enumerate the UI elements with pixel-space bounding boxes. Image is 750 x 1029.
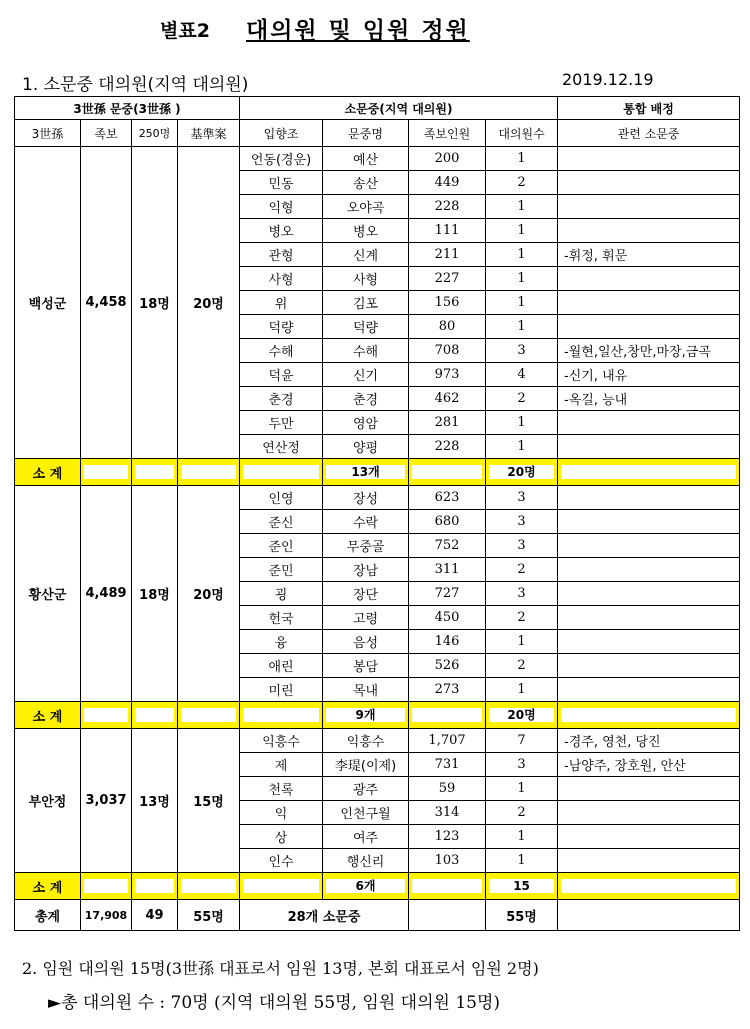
subtotal-blank: [240, 702, 323, 729]
cell-related: [558, 267, 740, 291]
cell-iphyangjo: 굉: [240, 582, 323, 606]
total-row: [15, 900, 740, 931]
cell-jokbo-people: 59: [409, 777, 486, 801]
cell-iphyangjo: 사형: [240, 267, 323, 291]
cell-related: [558, 171, 740, 195]
document-date: 2019.12.19: [562, 70, 654, 89]
cell-jokbo-people: 227: [409, 267, 486, 291]
cell-iphyangjo: 준신: [240, 510, 323, 534]
cell-delegates: 1: [486, 825, 558, 849]
subtotal-blank: [81, 873, 132, 900]
cell-munjung: 사형: [323, 267, 409, 291]
cell-jokbo-people: 449: [409, 171, 486, 195]
cell-iphyangjo: 덕량: [240, 315, 323, 339]
cell-delegates: 1: [486, 147, 558, 171]
cell-jokbo-people: 111: [409, 219, 486, 243]
cell-munjung: 장성: [323, 486, 409, 510]
cell-delegates: 1: [486, 630, 558, 654]
cell-iphyangjo: 헌국: [240, 606, 323, 630]
subtotal-blank: [132, 459, 178, 486]
subtotal-row: [15, 702, 740, 729]
cell-munjung: 영암: [323, 411, 409, 435]
cell-iphyangjo: 미린: [240, 678, 323, 702]
cell-iphyangjo: 인수: [240, 849, 323, 873]
group-name: 황산군: [15, 486, 81, 702]
cell-munjung: 수해: [323, 339, 409, 363]
cell-munjung: 춘경: [323, 387, 409, 411]
allocation-table: [14, 96, 740, 931]
cell-jokbo-people: 526: [409, 654, 486, 678]
subtotal-label: 소 계: [15, 459, 81, 486]
group-jokbo: 4,458: [81, 147, 132, 459]
cell-jokbo-people: 123: [409, 825, 486, 849]
cell-munjung: 李瑅(이제): [323, 753, 409, 777]
cell-related: [558, 849, 740, 873]
cell-jokbo-people: 228: [409, 195, 486, 219]
cell-related: [558, 534, 740, 558]
col-header: 관련 소문중: [558, 120, 740, 147]
group-jokbo: 3,037: [81, 729, 132, 873]
subtotal-blank: [558, 459, 740, 486]
subtotal-blank: [409, 702, 486, 729]
subtotal-munjung-count: [323, 459, 409, 486]
subtotal-blank: [81, 459, 132, 486]
group-250: 18명: [132, 147, 178, 459]
cell-iphyangjo: 천록: [240, 777, 323, 801]
total-munjung: 28개 소문중: [240, 900, 409, 931]
cell-jokbo-people: 973: [409, 363, 486, 387]
col-header: 3世孫: [15, 120, 81, 147]
cell-jokbo-people: 228: [409, 435, 486, 459]
cell-munjung: 여주: [323, 825, 409, 849]
cell-delegates: 2: [486, 606, 558, 630]
cell-delegates: 1: [486, 267, 558, 291]
cell-jokbo-people: 200: [409, 147, 486, 171]
cell-related: [558, 486, 740, 510]
cell-iphyangjo: 병오: [240, 219, 323, 243]
subtotal-delegates-value: 20명: [489, 465, 554, 479]
group-base: 20명: [178, 486, 240, 702]
subtotal-row: [15, 459, 740, 486]
header-group-integrated: 통합 배정: [558, 97, 740, 120]
subtotal-blank: [178, 702, 240, 729]
cell-jokbo-people: 211: [409, 243, 486, 267]
cell-delegates: 3: [486, 753, 558, 777]
subtotal-label: 소 계: [15, 873, 81, 900]
cell-jokbo-people: 156: [409, 291, 486, 315]
total-delegates: 55명: [486, 900, 558, 931]
cell-delegates: 2: [486, 801, 558, 825]
col-header: 족보: [81, 120, 132, 147]
col-header: 문중명: [323, 120, 409, 147]
cell-iphyangjo: 익: [240, 801, 323, 825]
col-header: 250명: [132, 120, 178, 147]
cell-delegates: 2: [486, 654, 558, 678]
subtotal-blank: [409, 459, 486, 486]
cell-munjung: 예산: [323, 147, 409, 171]
document-title: [0, 10, 750, 44]
cell-munjung: 익흥수: [323, 729, 409, 753]
group-name: 백성군: [15, 147, 81, 459]
cell-jokbo-people: 80: [409, 315, 486, 339]
group-jokbo: 4,489: [81, 486, 132, 702]
table-row: [15, 486, 740, 510]
col-header: 基準案: [178, 120, 240, 147]
group-name: 부안정: [15, 729, 81, 873]
cell-munjung: 송산: [323, 171, 409, 195]
group-base: 15명: [178, 729, 240, 873]
subtotal-blank: [81, 702, 132, 729]
subtotal-blank: [178, 459, 240, 486]
cell-iphyangjo: 관형: [240, 243, 323, 267]
subtotal-delegates: [486, 873, 558, 900]
subtotal-blank: [240, 873, 323, 900]
header-group-somunjung: 소문중(지역 대의원): [240, 97, 558, 120]
cell-iphyangjo: 익형: [240, 195, 323, 219]
table-row: [15, 729, 740, 753]
cell-iphyangjo: 수해: [240, 339, 323, 363]
cell-munjung: 장남: [323, 558, 409, 582]
cell-delegates: 7: [486, 729, 558, 753]
total-label: 총계: [15, 900, 81, 931]
subtotal-delegates-value: 20명: [489, 708, 554, 722]
subtotal-munjung-value: 9개: [326, 708, 405, 722]
subtotal-blank: [132, 702, 178, 729]
cell-delegates: 1: [486, 777, 558, 801]
cell-jokbo-people: 103: [409, 849, 486, 873]
cell-delegates: 3: [486, 534, 558, 558]
cell-jokbo-people: 708: [409, 339, 486, 363]
cell-iphyangjo: 준인: [240, 534, 323, 558]
cell-munjung: 광주: [323, 777, 409, 801]
cell-iphyangjo: 위: [240, 291, 323, 315]
subtotal-label: 소 계: [15, 702, 81, 729]
subtotal-munjung-count: [323, 702, 409, 729]
cell-delegates: 1: [486, 315, 558, 339]
subtotal-delegates: [486, 702, 558, 729]
cell-delegates: 2: [486, 171, 558, 195]
cell-iphyangjo: 덕윤: [240, 363, 323, 387]
col-header: 족보인원: [409, 120, 486, 147]
section1-heading: 1. 소문중 대의원(지역 대의원): [22, 75, 249, 95]
cell-iphyangjo: 연산정: [240, 435, 323, 459]
cell-related: [558, 219, 740, 243]
subtotal-blank: [178, 873, 240, 900]
cell-related: [558, 825, 740, 849]
cell-related: [558, 801, 740, 825]
group-250: 18명: [132, 486, 178, 702]
col-header: 대의원수: [486, 120, 558, 147]
total-250: 49: [132, 900, 178, 931]
group-base: 20명: [178, 147, 240, 459]
cell-delegates: 4: [486, 363, 558, 387]
subtotal-blank: [132, 873, 178, 900]
cell-munjung: 신기: [323, 363, 409, 387]
subtotal-blank: [558, 873, 740, 900]
cell-iphyangjo: 상: [240, 825, 323, 849]
cell-jokbo-people: 146: [409, 630, 486, 654]
cell-iphyangjo: 두만: [240, 411, 323, 435]
subtotal-munjung-value: 6개: [326, 879, 405, 893]
cell-iphyangjo: 제: [240, 753, 323, 777]
cell-delegates: 2: [486, 387, 558, 411]
cell-munjung: 음성: [323, 630, 409, 654]
subtotal-row: [15, 873, 740, 900]
cell-delegates: 1: [486, 291, 558, 315]
cell-munjung: 행신리: [323, 849, 409, 873]
cell-related: [558, 195, 740, 219]
subtotal-munjung-value: 13개: [326, 465, 405, 479]
cell-jokbo-people: 727: [409, 582, 486, 606]
cell-jokbo-people: 311: [409, 558, 486, 582]
cell-related: [558, 777, 740, 801]
cell-related: [558, 147, 740, 171]
cell-munjung: 수락: [323, 510, 409, 534]
cell-munjung: 신계: [323, 243, 409, 267]
cell-related: [558, 630, 740, 654]
cell-munjung: 오야곡: [323, 195, 409, 219]
cell-related: [558, 411, 740, 435]
table-row: [15, 147, 740, 171]
cell-delegates: 1: [486, 435, 558, 459]
cell-iphyangjo: 융: [240, 630, 323, 654]
cell-delegates: 3: [486, 510, 558, 534]
cell-jokbo-people: 731: [409, 753, 486, 777]
cell-jokbo-people: 623: [409, 486, 486, 510]
cell-related: [558, 654, 740, 678]
total-base: 55명: [178, 900, 240, 931]
cell-jokbo-people: 680: [409, 510, 486, 534]
cell-delegates: 3: [486, 339, 558, 363]
subtotal-blank: [409, 873, 486, 900]
total-blank: [409, 900, 486, 931]
cell-delegates: 1: [486, 411, 558, 435]
col-header: 입향조: [240, 120, 323, 147]
cell-munjung: 양평: [323, 435, 409, 459]
cell-iphyangjo: 익흥수: [240, 729, 323, 753]
cell-iphyangjo: 춘경: [240, 387, 323, 411]
cell-jokbo-people: 1,707: [409, 729, 486, 753]
cell-iphyangjo: 언동(경운): [240, 147, 323, 171]
cell-munjung: 장단: [323, 582, 409, 606]
cell-related: [558, 558, 740, 582]
section2-line1: 2. 임원 대의원 15명(3世孫 대표로서 임원 13명, 본회 대표로서 임원 2명): [22, 959, 539, 978]
cell-related: [558, 315, 740, 339]
cell-related: [558, 291, 740, 315]
cell-munjung: 목내: [323, 678, 409, 702]
cell-related: -신기, 내유: [558, 363, 740, 387]
subtotal-blank: [558, 702, 740, 729]
subtotal-delegates-value: 15: [489, 879, 554, 893]
cell-jokbo-people: 462: [409, 387, 486, 411]
header-row-groups: [15, 97, 740, 120]
cell-related: -남양주, 장호원, 안산: [558, 753, 740, 777]
header-row-columns: [15, 120, 740, 147]
cell-related: [558, 435, 740, 459]
group-250: 13명: [132, 729, 178, 873]
cell-munjung: 봉담: [323, 654, 409, 678]
cell-delegates: 1: [486, 678, 558, 702]
cell-jokbo-people: 450: [409, 606, 486, 630]
cell-munjung: 병오: [323, 219, 409, 243]
cell-delegates: 2: [486, 558, 558, 582]
cell-delegates: 3: [486, 486, 558, 510]
cell-delegates: 1: [486, 243, 558, 267]
cell-related: -월현,일산,창만,마장,금곡: [558, 339, 740, 363]
cell-munjung: 인천구월: [323, 801, 409, 825]
cell-munjung: 고령: [323, 606, 409, 630]
cell-related: [558, 606, 740, 630]
total-blank: [558, 900, 740, 931]
cell-iphyangjo: 애린: [240, 654, 323, 678]
cell-related: [558, 510, 740, 534]
cell-jokbo-people: 273: [409, 678, 486, 702]
total-jokbo: 17,908: [81, 900, 132, 931]
cell-related: -경주, 영천, 당진: [558, 729, 740, 753]
cell-related: -휘정, 휘문: [558, 243, 740, 267]
cell-related: [558, 582, 740, 606]
cell-delegates: 1: [486, 849, 558, 873]
cell-delegates: 3: [486, 582, 558, 606]
subtotal-delegates: [486, 459, 558, 486]
section2-line2: ►총 대의원 수 : 70명 (지역 대의원 55명, 임원 대의원 15명): [48, 993, 500, 1013]
cell-related: [558, 678, 740, 702]
cell-iphyangjo: 민동: [240, 171, 323, 195]
cell-delegates: 1: [486, 195, 558, 219]
subtotal-blank: [240, 459, 323, 486]
header-group-3seson: 3世孫 문중(3世孫 ): [15, 97, 240, 120]
cell-jokbo-people: 752: [409, 534, 486, 558]
title-main: 대의원 및 임원 정원: [246, 18, 470, 44]
cell-munjung: 덕량: [323, 315, 409, 339]
cell-jokbo-people: 314: [409, 801, 486, 825]
cell-iphyangjo: 인영: [240, 486, 323, 510]
cell-munjung: 무중골: [323, 534, 409, 558]
cell-related: -옥길, 능내: [558, 387, 740, 411]
subtotal-munjung-count: [323, 873, 409, 900]
title-prefix: 별표2: [160, 20, 210, 42]
cell-munjung: 김포: [323, 291, 409, 315]
cell-delegates: 1: [486, 219, 558, 243]
cell-jokbo-people: 281: [409, 411, 486, 435]
cell-iphyangjo: 준민: [240, 558, 323, 582]
